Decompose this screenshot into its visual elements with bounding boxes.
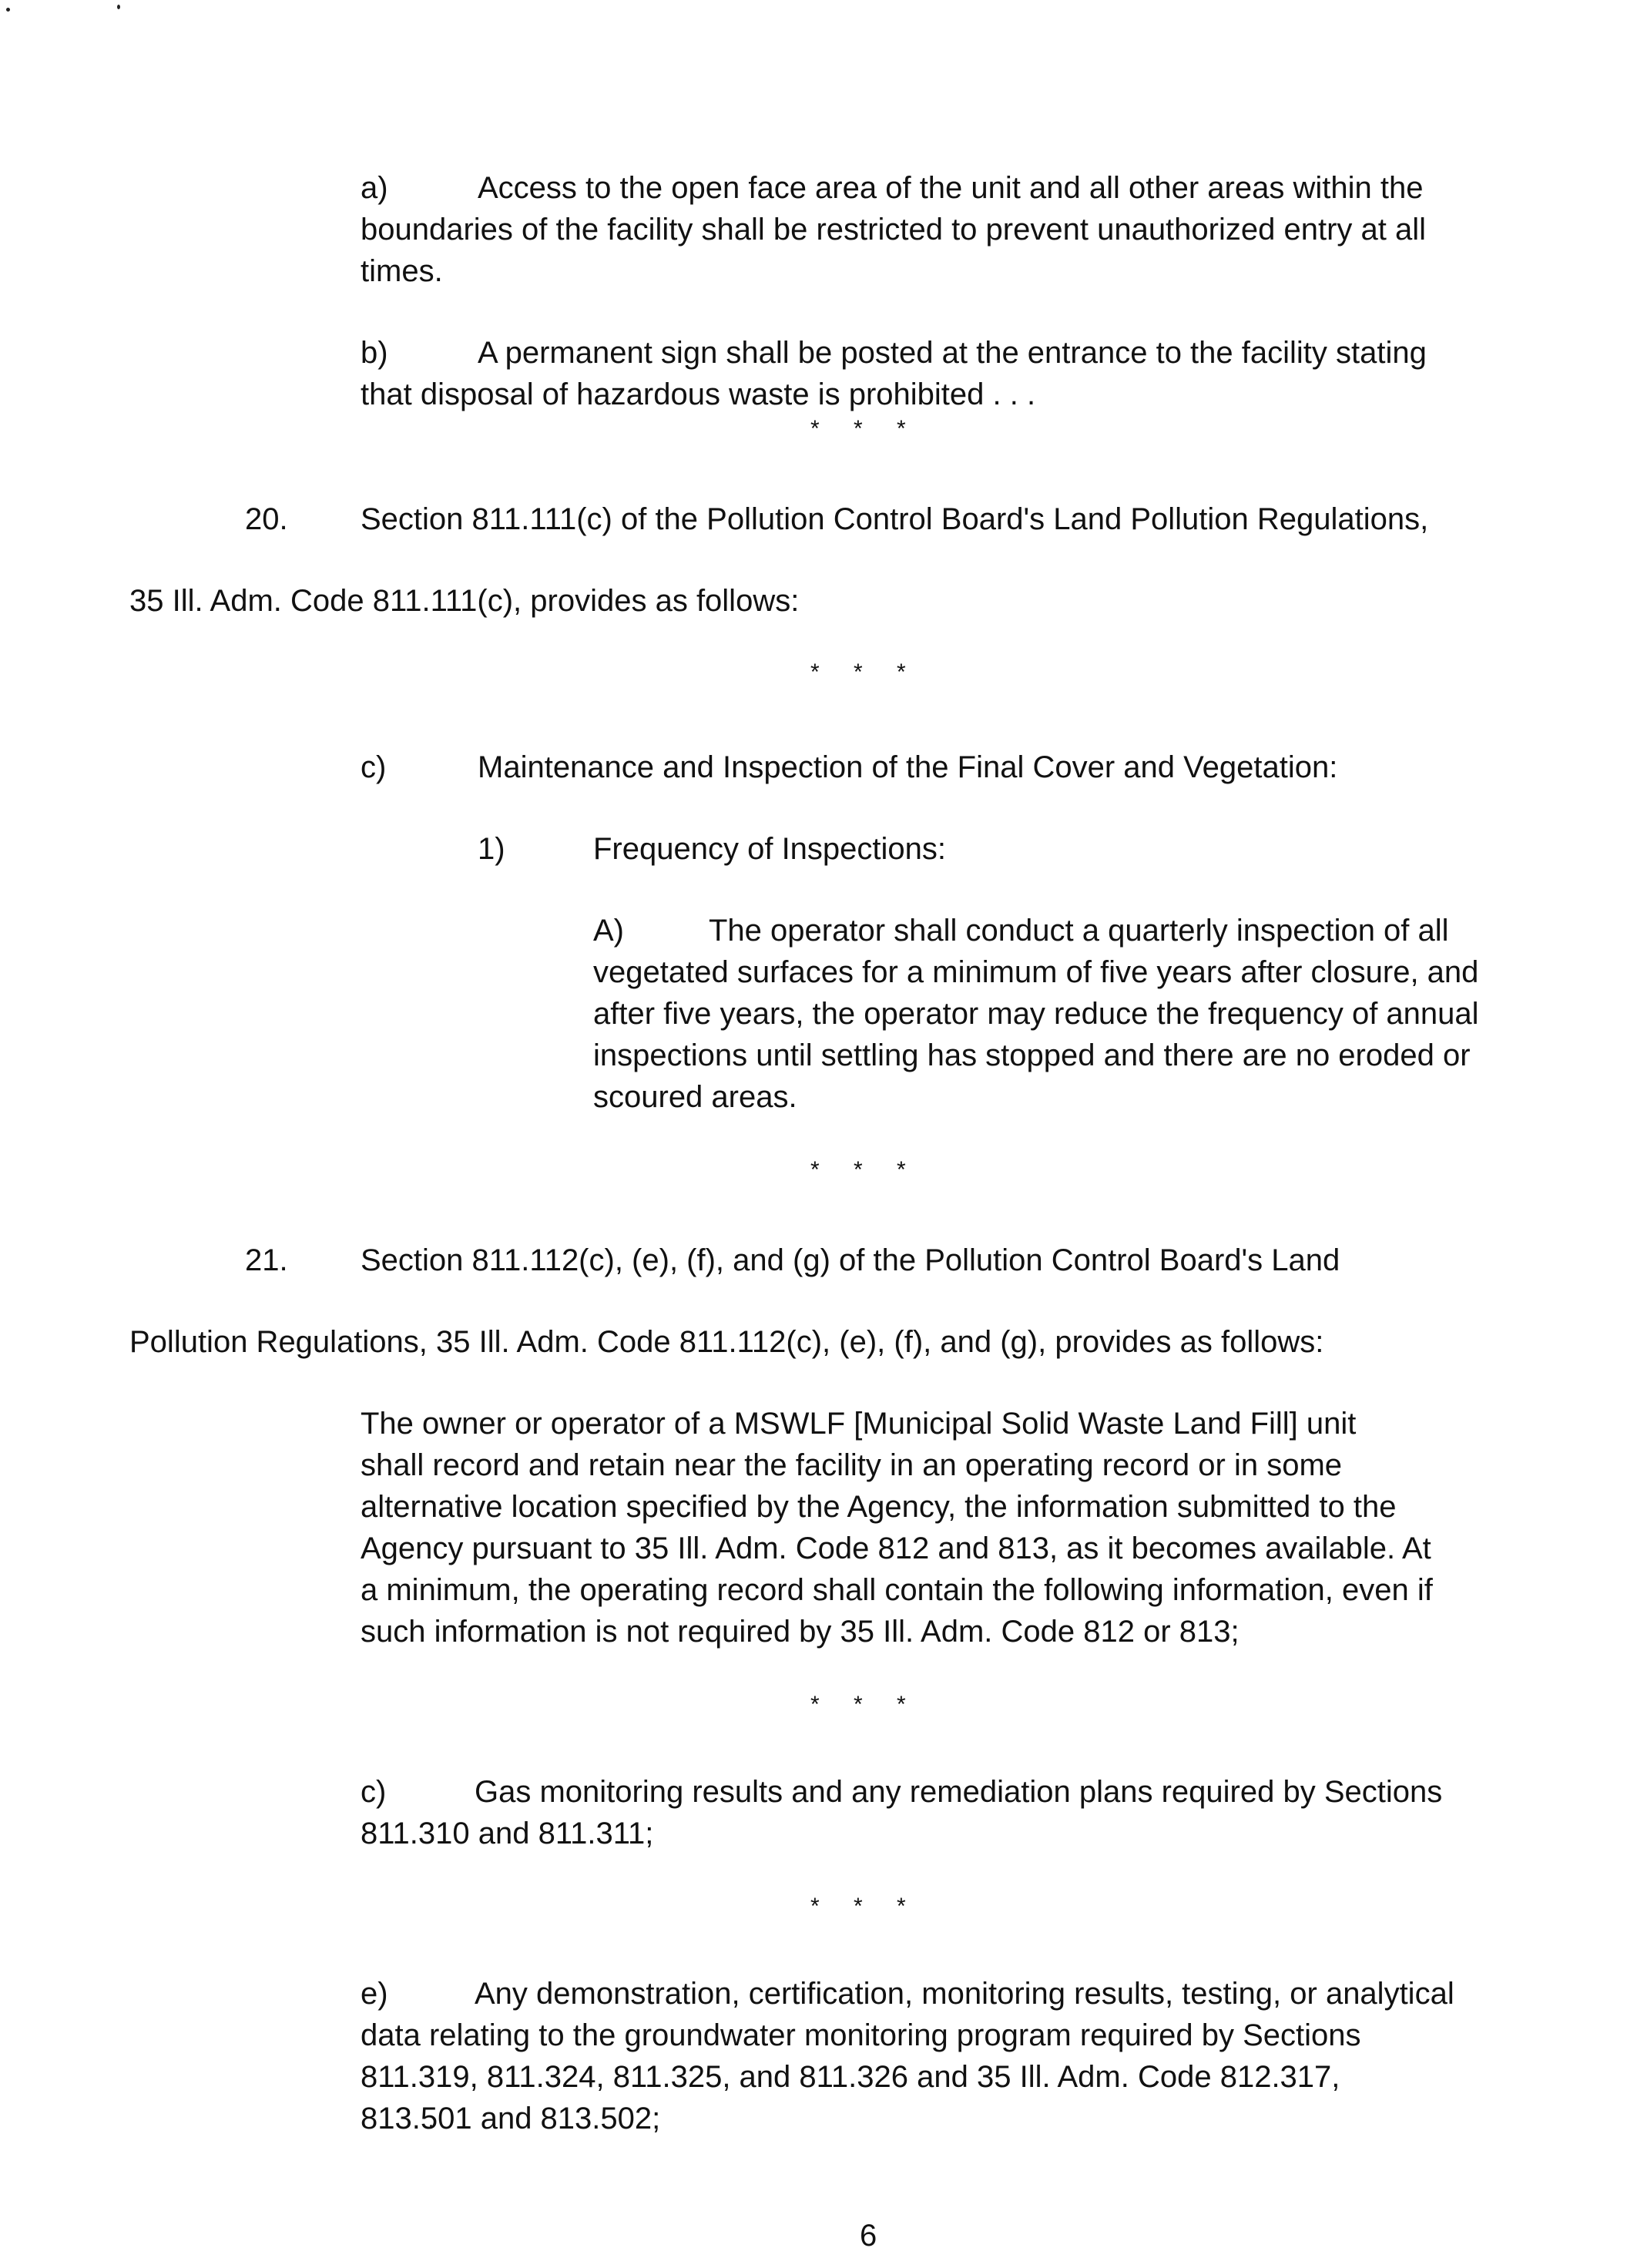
block-quote-line: alternative location specified by the Agency, the information submitted to the bbox=[361, 1490, 1397, 1524]
ellipsis-stars: * * * bbox=[810, 1894, 920, 1919]
item-c-line: 811.310 and 811.311; bbox=[361, 1817, 654, 1850]
paragraph-20-line: Section 811.111(c) of the Pollution Control Board's Land Pollution Regulations, bbox=[361, 502, 1429, 536]
item-b-label: b) bbox=[361, 336, 388, 370]
item-A-line: scoured areas. bbox=[593, 1080, 797, 1114]
block-quote-line: The owner or operator of a MSWLF [Municipal Solid Waste Land Fill] unit bbox=[361, 1407, 1357, 1441]
item-e-line: 813.501 and 813.502; bbox=[361, 2102, 661, 2135]
item-e-line: 811.319, 811.324, 811.325, and 811.326 and 35 Ill. Adm. Code 812.317, bbox=[361, 2060, 1340, 2094]
paragraph-21-line: Pollution Regulations, 35 Ill. Adm. Code 811.112(c), (e), (f), and (g), provides as follows: bbox=[129, 1325, 1324, 1359]
block-quote-line: Agency pursuant to 35 Ill. Adm. Code 812 and 813, as it becomes available. At bbox=[361, 1532, 1431, 1565]
item-e-line: Any demonstration, certification, monitoring results, testing, or analytical bbox=[475, 1977, 1454, 2011]
ellipsis-stars: * * * bbox=[810, 659, 920, 685]
item-c-text: Maintenance and Inspection of the Final Cover and Vegetation: bbox=[478, 750, 1338, 784]
item-b-line: A permanent sign shall be posted at the entrance to the facility stating bbox=[478, 336, 1427, 370]
item-A-line: vegetated surfaces for a minimum of five years after closure, and bbox=[593, 955, 1479, 989]
item-a-label: a) bbox=[361, 171, 388, 205]
ellipsis-stars: * * * bbox=[810, 1692, 920, 1717]
page-number: 6 bbox=[860, 2219, 877, 2253]
paragraph-20-line: 35 Ill. Adm. Code 811.111(c), provides as follows: bbox=[129, 584, 800, 618]
item-1-text: Frequency of Inspections: bbox=[593, 832, 947, 866]
item-c-line: Gas monitoring results and any remediation plans required by Sections bbox=[475, 1775, 1443, 1809]
item-e-label: e) bbox=[361, 1977, 388, 2011]
item-c-label: c) bbox=[361, 750, 387, 784]
item-A-line: The operator shall conduct a quarterly inspection of all bbox=[709, 914, 1449, 948]
scan-speck bbox=[117, 5, 120, 9]
item-1-label: 1) bbox=[478, 832, 505, 866]
item-a-line: boundaries of the facility shall be restricted to prevent unauthorized entry at all bbox=[361, 213, 1427, 247]
item-a-line: Access to the open face area of the unit and all other areas within the bbox=[478, 171, 1424, 205]
item-e-line: data relating to the groundwater monitoring program required by Sections bbox=[361, 2018, 1361, 2052]
block-quote-line: a minimum, the operating record shall contain the following information, even if bbox=[361, 1573, 1433, 1607]
paragraph-21-number: 21. bbox=[245, 1243, 288, 1277]
ellipsis-stars: * * * bbox=[810, 1157, 920, 1183]
scan-speck bbox=[6, 8, 10, 12]
item-A-line: inspections until settling has stopped and there are no eroded or bbox=[593, 1038, 1471, 1072]
item-c-label: c) bbox=[361, 1775, 387, 1809]
item-A-line: after five years, the operator may reduce the frequency of annual bbox=[593, 997, 1479, 1031]
paragraph-21-line: Section 811.112(c), (e), (f), and (g) of the Pollution Control Board's Land bbox=[361, 1243, 1340, 1277]
ellipsis-stars: * * * bbox=[810, 416, 920, 441]
block-quote-line: such information is not required by 35 Ill. Adm. Code 812 or 813; bbox=[361, 1615, 1240, 1649]
item-A-label: A) bbox=[593, 914, 624, 948]
paragraph-20-number: 20. bbox=[245, 502, 288, 536]
item-b-line: that disposal of hazardous waste is prohibited . . . bbox=[361, 377, 1036, 411]
block-quote-line: shall record and retain near the facility in an operating record or in some bbox=[361, 1448, 1343, 1482]
item-a-line: times. bbox=[361, 254, 443, 288]
